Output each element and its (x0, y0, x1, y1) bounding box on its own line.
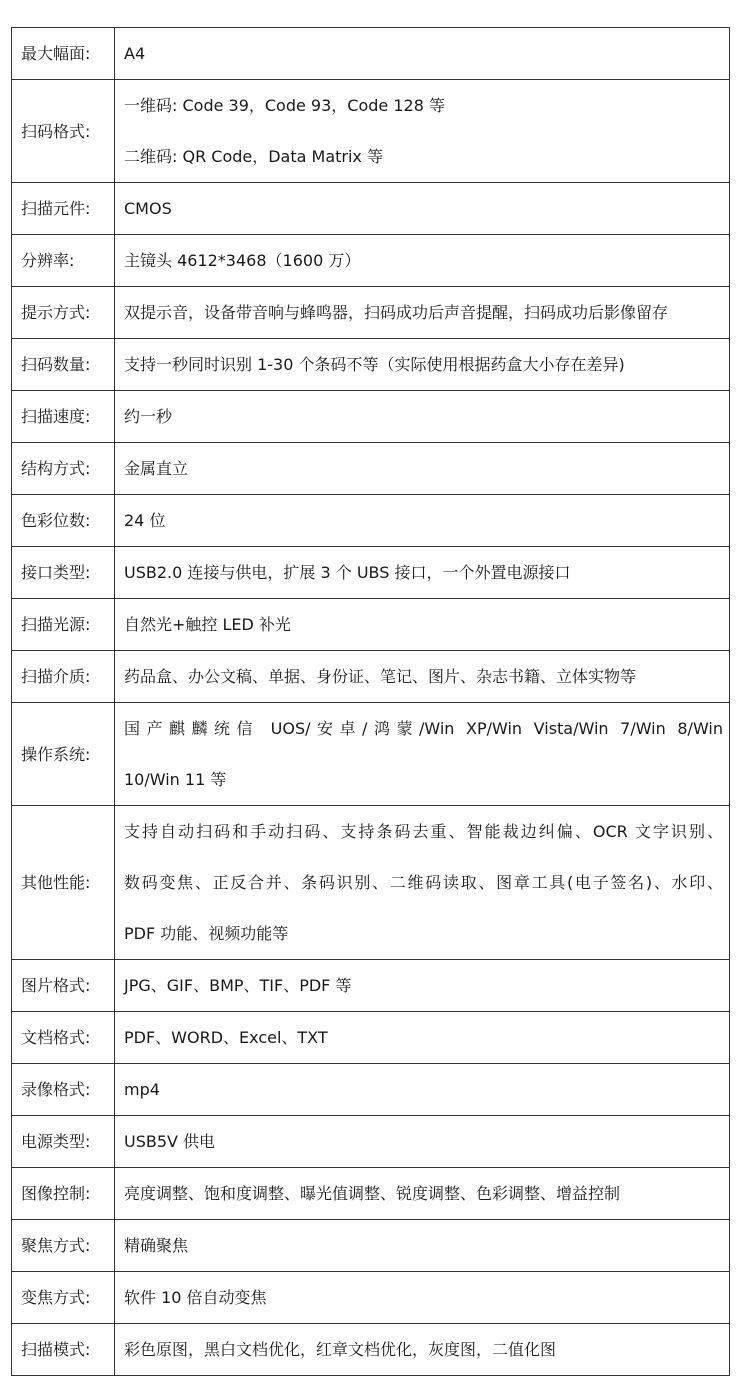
spec-row (12, 80, 730, 183)
spec-value (115, 1116, 730, 1168)
spec-label: 提示方式: (12, 287, 115, 339)
spec-value-line: 软件 10 倍自动变焦 (124, 1288, 267, 1307)
spec-value (115, 287, 730, 339)
spec-value (115, 80, 730, 183)
spec-row (12, 1272, 730, 1324)
spec-value (115, 1168, 730, 1220)
spec-value-line: 数码变焦、正反合并、条码识别、二维码读取、图章工具(电子签名)、水印、 (124, 873, 723, 892)
spec-value (115, 1324, 730, 1376)
spec-row (12, 495, 730, 547)
spec-value (115, 183, 730, 235)
spec-label: 扫描介质: (12, 651, 115, 703)
spec-value-line: 国产麒麟统信 UOS/安卓/鸿蒙/Win XP/Win Vista/Win 7/Win 8/Win (124, 719, 723, 738)
spec-label: 操作系统: (12, 703, 115, 806)
spec-value (115, 599, 730, 651)
spec-label: 扫描元件: (12, 183, 115, 235)
spec-row (12, 287, 730, 339)
spec-label: 其他性能: (12, 806, 115, 960)
spec-value-line: 自然光+触控 LED 补光 (124, 615, 291, 634)
spec-row (12, 1064, 730, 1116)
spec-value (115, 1272, 730, 1324)
spec-label: 结构方式: (12, 443, 115, 495)
spec-value (115, 547, 730, 599)
spec-row (12, 443, 730, 495)
spec-label: 扫描光源: (12, 599, 115, 651)
spec-value (115, 651, 730, 703)
spec-label: 图片格式: (12, 960, 115, 1012)
spec-value-line: USB2.0 连接与供电，扩展 3 个 UBS 接口，一个外置电源接口 (124, 563, 571, 582)
spec-row (12, 1324, 730, 1376)
spec-label: 图像控制: (12, 1168, 115, 1220)
spec-value-line: 24 位 (124, 511, 166, 530)
spec-row (12, 391, 730, 443)
spec-value-line: PDF 功能、视频功能等 (124, 924, 289, 943)
spec-row (12, 651, 730, 703)
spec-value-line: 双提示音，设备带音响与蜂鸣器，扫码成功后声音提醒，扫码成功后影像留存 (124, 303, 669, 322)
spec-value (115, 339, 730, 391)
spec-row (12, 806, 730, 960)
spec-value (115, 960, 730, 1012)
spec-row (12, 28, 730, 80)
spec-value-line: CMOS (124, 199, 172, 218)
spec-row (12, 1220, 730, 1272)
spec-row (12, 547, 730, 599)
spec-row (12, 960, 730, 1012)
spec-value-line: 亮度调整、饱和度调整、曝光值调整、锐度调整、色彩调整、增益控制 (124, 1184, 621, 1203)
spec-label: 扫码数量: (12, 339, 115, 391)
spec-value-line: 药品盒、办公文稿、单据、身份证、笔记、图片、杂志书籍、立体实物等 (124, 667, 637, 686)
spec-value-line: PDF、WORD、Excel、TXT (124, 1028, 328, 1047)
spec-table (11, 27, 730, 1376)
spec-label: 最大幅面: (12, 28, 115, 80)
spec-label: 扫描模式: (12, 1324, 115, 1376)
spec-value-line: 二维码: QR Code，Data Matrix 等 (124, 147, 383, 166)
spec-value-line: 支持自动扫码和手动扫码、支持条码去重、智能裁边纠偏、OCR 文字识别、 (124, 822, 723, 841)
spec-value-line: 10/Win 11 等 (124, 770, 227, 789)
spec-value-line: 一维码: Code 39，Code 93，Code 128 等 (124, 96, 445, 115)
spec-value-line: JPG、GIF、BMP、TIF、PDF 等 (124, 976, 352, 995)
spec-value-line: 精确聚焦 (124, 1236, 189, 1255)
spec-value (115, 443, 730, 495)
spec-value-line: 支持一秒同时识别 1-30 个条码不等（实际使用根据药盒大小存在差异) (124, 355, 625, 374)
spec-label: 录像格式: (12, 1064, 115, 1116)
spec-value-line: USB5V 供电 (124, 1132, 216, 1151)
spec-label: 色彩位数: (12, 495, 115, 547)
spec-value (115, 703, 730, 806)
spec-label: 分辨率: (12, 235, 115, 287)
spec-label: 电源类型: (12, 1116, 115, 1168)
spec-label: 接口类型: (12, 547, 115, 599)
spec-label: 扫码格式: (12, 80, 115, 183)
spec-row (12, 599, 730, 651)
spec-label: 聚焦方式: (12, 1220, 115, 1272)
spec-row (12, 183, 730, 235)
spec-row (12, 1168, 730, 1220)
spec-value (115, 1012, 730, 1064)
spec-value-line: 主镜头 4612*3468（1600 万） (124, 251, 361, 270)
spec-value-line: 金属直立 (124, 459, 189, 478)
spec-label: 文档格式: (12, 1012, 115, 1064)
spec-label: 变焦方式: (12, 1272, 115, 1324)
spec-value (115, 235, 730, 287)
spec-row (12, 339, 730, 391)
spec-value-line: 约一秒 (124, 407, 173, 426)
spec-table-body (12, 28, 730, 1376)
spec-value (115, 391, 730, 443)
spec-value (115, 1064, 730, 1116)
spec-row (12, 1116, 730, 1168)
spec-value-line: A4 (124, 44, 146, 63)
spec-label: 扫描速度: (12, 391, 115, 443)
spec-row (12, 235, 730, 287)
spec-row (12, 1012, 730, 1064)
spec-value (115, 28, 730, 80)
spec-value-line: mp4 (124, 1080, 160, 1099)
spec-value-line: 彩色原图，黑白文档优化，红章文档优化，灰度图，二值化图 (124, 1340, 557, 1359)
spec-row (12, 703, 730, 806)
spec-value (115, 1220, 730, 1272)
spec-value (115, 495, 730, 547)
spec-value (115, 806, 730, 960)
